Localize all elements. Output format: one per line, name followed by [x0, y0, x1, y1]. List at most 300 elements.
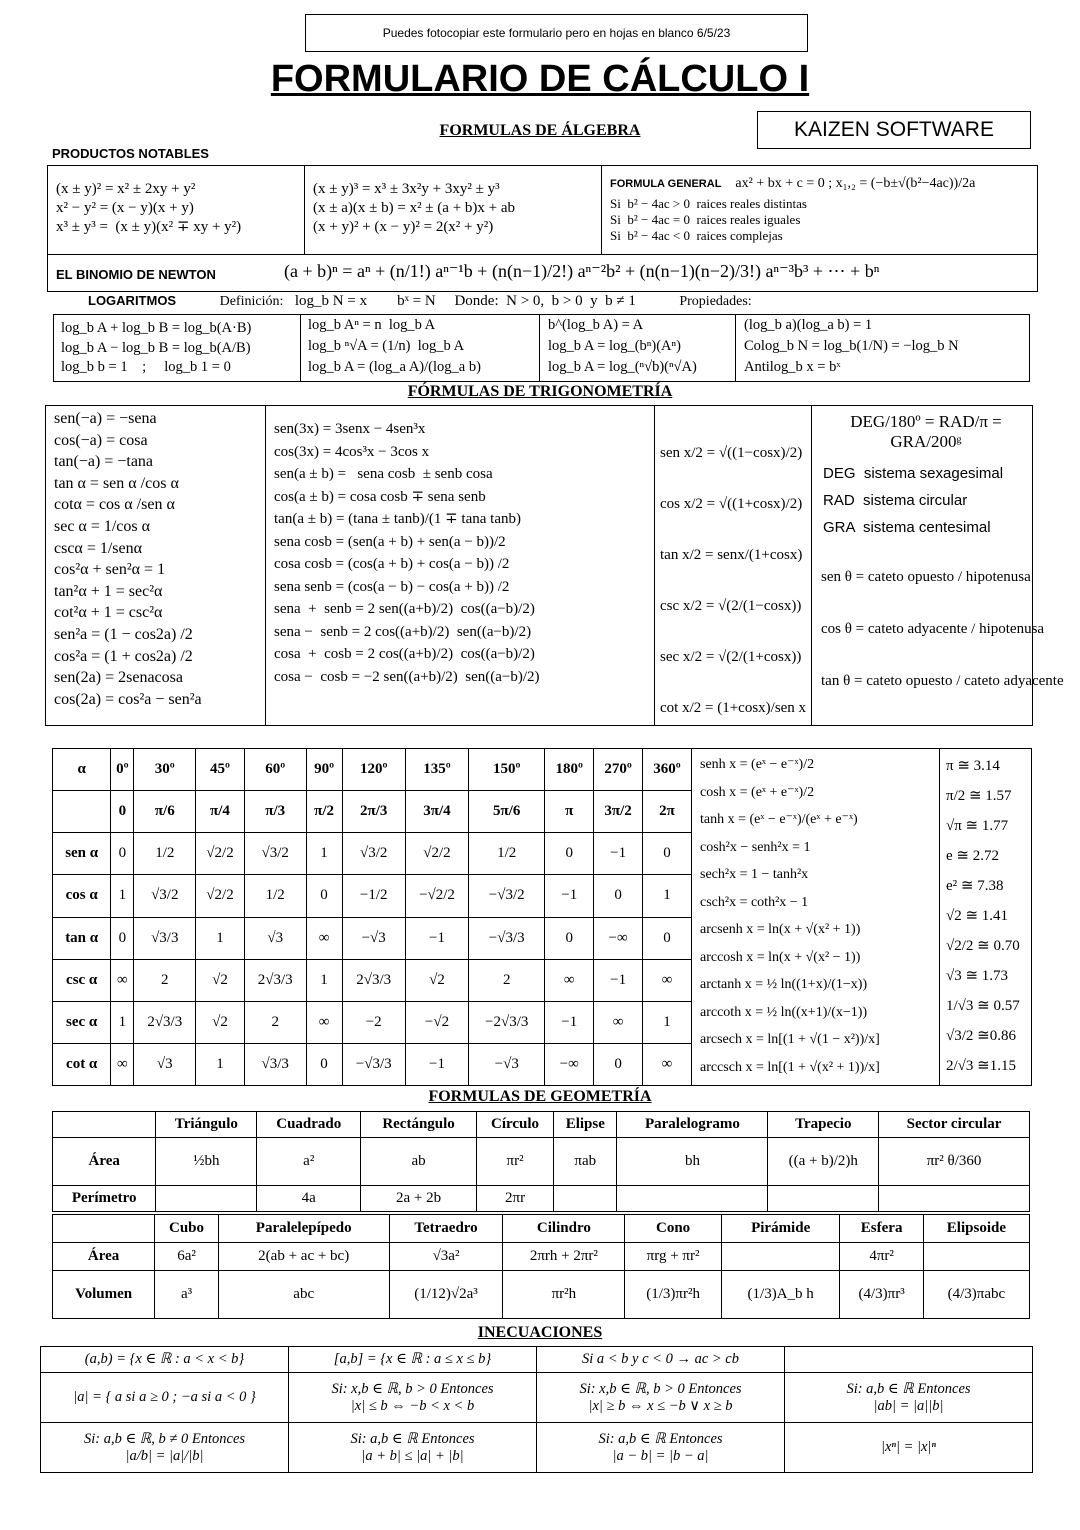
table-cell: 2πrh + 2πr²	[503, 1243, 625, 1271]
table-header-cell: 120º	[342, 749, 405, 791]
constant-value: √2 ≅ 1.41	[946, 908, 1009, 924]
constant-value: 2/√3 ≅1.15	[946, 1058, 1016, 1074]
formula-line: (x ± y)³ = x³ ± 3x²y + 3xy² ± y³	[313, 181, 500, 197]
table-cell: √2/2	[196, 875, 245, 917]
table-cell: −1	[545, 875, 594, 917]
table-row	[53, 917, 692, 959]
table-cell: (1/12)√2a³	[389, 1271, 503, 1319]
formula-line: (x ± y)² = x² ± 2xy + y²	[56, 181, 196, 197]
table-cell: −1	[405, 917, 468, 959]
geo-header-row	[53, 1215, 1030, 1243]
trig-values-table	[52, 748, 692, 1086]
trig-formula: cosa + cosb = 2 cos((a+b)/2) cos((a−b)/2)	[274, 646, 535, 662]
table-cell: ∞	[545, 959, 594, 1001]
table-header-cell: 270º	[594, 749, 643, 791]
table-cell: Si: x,b ∈ ℝ, b > 0 Entonces |x| ≤ b ⇔ −b < x < b	[289, 1373, 537, 1423]
table-cell: 4πr²	[840, 1243, 923, 1271]
table-cell: −1	[594, 833, 643, 875]
geometry-solid-table	[52, 1214, 1030, 1319]
table-cell: 1	[196, 917, 245, 959]
logs-col4	[744, 315, 959, 378]
table-row	[41, 1423, 1033, 1473]
trig-formula: cosa − cosb = −2 sen((a+b)/2) sen((a−b)/2)	[274, 668, 540, 685]
logs-col3	[548, 315, 697, 378]
trig-box	[45, 405, 1064, 726]
table-cell: πab	[554, 1138, 617, 1186]
table-cell: √3a²	[389, 1243, 503, 1271]
table-cell: |a| = { a si a ≥ 0 ; −a si a < 0 }	[41, 1373, 289, 1423]
table-cell: 0	[594, 1043, 643, 1085]
table-cell: Cuadrado	[257, 1112, 361, 1138]
log-property: log_b A = (log_a A)/(log_a b)	[308, 359, 481, 375]
table-cell: 1	[306, 959, 342, 1001]
table-cell: Tetraedro	[389, 1215, 503, 1243]
table-cell: Elipse	[554, 1112, 617, 1138]
table-cell: csc α	[53, 959, 111, 1001]
log-property: log_b ⁿ√A = (1/n) log_b A	[308, 338, 465, 354]
table-cell: a²	[257, 1138, 361, 1186]
table-cell: (4/3)πr³	[840, 1271, 923, 1319]
table-cell: (a,b) = {x ∈ ℝ : a < x < b}	[41, 1347, 289, 1373]
hyperbolic-formula: csch²x = coth²x − 1	[700, 894, 809, 910]
table-cell: −√2	[405, 1001, 468, 1043]
constant-value: √π ≅ 1.77	[946, 818, 1009, 834]
table-cell: Área	[53, 1138, 156, 1186]
logs-definition-row	[52, 293, 1042, 313]
trig-identity: tan α = sen α /cos α	[54, 474, 179, 492]
constants-box	[940, 748, 1032, 1086]
table-cell: −1/2	[342, 875, 405, 917]
table-cell: Paralelogramo	[617, 1112, 768, 1138]
trig-formula: cos(a ± b) = cosa cosb ∓ sena senb	[274, 488, 486, 505]
table-cell: √2/2	[405, 833, 468, 875]
table-cell: 2πr	[476, 1186, 553, 1212]
table-cell	[554, 1186, 617, 1212]
table-cell: √3/2	[244, 833, 306, 875]
log-property: log_b A + log_b B = log_b(A·B)	[61, 320, 252, 336]
table-cell: 0	[306, 1043, 342, 1085]
trig-sum-formulas-col	[274, 418, 540, 688]
logs-definition: log_b N = x bˣ = N Donde: N > 0, b > 0 y b ≠ 1	[294, 293, 636, 309]
table-cell	[156, 1186, 257, 1212]
table-cell: −√2/2	[405, 875, 468, 917]
trig-identity: cos(2a) = cos²a − sen²a	[54, 690, 202, 708]
geo-header-row	[53, 1112, 1030, 1138]
products-label: PRODUCTOS NOTABLES	[52, 146, 209, 161]
products-box	[47, 165, 1038, 255]
table-cell: πr²	[476, 1138, 553, 1186]
table-header-cell: π	[545, 791, 594, 833]
table-cell: 0	[545, 917, 594, 959]
table-cell: −∞	[594, 917, 643, 959]
table-cell: 1	[306, 833, 342, 875]
hyperbolic-box	[692, 748, 940, 1086]
table-cell: cot α	[53, 1043, 111, 1085]
general-formula-label: FORMULA GENERAL	[610, 178, 722, 190]
table-cell: Volumen	[53, 1271, 155, 1319]
constant-value: 1/√3 ≅ 0.57	[946, 998, 1020, 1014]
trig-identity: cos²a = (1 + cos2a) /2	[54, 647, 193, 665]
table-header-cell: 60º	[244, 749, 306, 791]
table-cell: −2	[342, 1001, 405, 1043]
table-cell: 6a²	[155, 1243, 219, 1271]
table-cell: ∞	[306, 917, 342, 959]
table-cell: Elipsoide	[923, 1215, 1029, 1243]
table-header-cell: 0	[111, 791, 134, 833]
table-cell: abc	[218, 1271, 389, 1319]
table-cell: 0	[643, 833, 692, 875]
table-cell	[879, 1186, 1030, 1212]
trig-formula: sen(3x) = 3senx − 4sen³x	[274, 421, 426, 437]
table-cell: 0	[594, 875, 643, 917]
constants-list	[946, 751, 1020, 1081]
table-header-cell: 2π	[643, 791, 692, 833]
table-cell: ∞	[111, 1043, 134, 1085]
table-cell: 0	[545, 833, 594, 875]
inequalities-table	[40, 1346, 1033, 1473]
newton-label: EL BINOMIO DE NEWTON	[56, 267, 216, 282]
trig-table-header	[53, 749, 692, 791]
table-header-cell	[53, 791, 111, 833]
table-header-cell: π/4	[196, 791, 245, 833]
table-cell: 2√3/3	[134, 1001, 196, 1043]
constant-value: π ≅ 3.14	[946, 758, 1000, 774]
table-cell	[53, 1112, 156, 1138]
table-cell: 1/2	[469, 833, 545, 875]
table-header-cell: 90º	[306, 749, 342, 791]
trig-ratio: cos θ = cateto adyacente / hipotenusa	[821, 621, 1045, 637]
trig-identity: cotα = cos α /sen α	[54, 496, 175, 514]
geo-perimeter-row	[53, 1186, 1030, 1212]
table-cell: 1/2	[134, 833, 196, 875]
log-property: Antilog_b x = bˣ	[744, 359, 841, 375]
table-row	[53, 833, 692, 875]
table-cell: 2	[244, 1001, 306, 1043]
table-cell: −√3/2	[469, 875, 545, 917]
trig-ratios-list	[821, 551, 1064, 707]
constant-value: √2/2 ≅ 0.70	[946, 938, 1020, 954]
trig-identity: sec α = 1/cos α	[54, 517, 150, 535]
discriminant-case: Si b² − 4ac < 0 raices complejas	[610, 228, 783, 243]
half-angle-formula: sec x/2 = √(2/(1+cosx))	[660, 649, 802, 665]
angle-units-formula: DEG/180º = RAD/π = GRA/200ᵍ	[850, 412, 1002, 451]
table-cell: Cubo	[155, 1215, 219, 1243]
table-cell: −1	[594, 959, 643, 1001]
photocopy-notice: Puedes fotocopiar este formulario pero en hojas en blanco 6/5/23	[305, 14, 808, 52]
trig-identity: tan(−a) = −tana	[54, 453, 154, 471]
page-title: FORMULARIO DE CÁLCULO I	[270, 58, 810, 100]
trig-formula: cosa cosb = (cos(a + b) + cos(a − b)) /2	[274, 556, 510, 572]
formula-line: x² − y² = (x − y)(x + y)	[56, 199, 194, 216]
products-col2	[313, 180, 515, 236]
hyperbolic-formula: tanh x = (eˣ − e⁻ˣ)/(eˣ + e⁻ˣ)	[700, 812, 858, 827]
brand-box: KAIZEN SOFTWARE	[757, 111, 1031, 149]
algebra-section-title: FORMULAS DE ÁLGEBRA	[439, 122, 641, 139]
table-cell: Cono	[625, 1215, 722, 1243]
trig-formula: sen(a ± b) = sena cosb ± senb cosa	[274, 466, 493, 482]
log-property: log_b A − log_b B = log_b(A/B)	[61, 339, 251, 356]
table-cell: ∞	[306, 1001, 342, 1043]
table-cell: ∞	[594, 1001, 643, 1043]
trig-identity: cscα = 1/senα	[54, 539, 142, 557]
hyperbolic-formula: sech²x = 1 − tanh²x	[700, 867, 809, 882]
table-cell: √3/2	[134, 875, 196, 917]
log-property: Colog_b N = log_b(1/N) = −log_b N	[744, 338, 959, 354]
table-cell: −√3/3	[469, 917, 545, 959]
constant-value: e ≅ 2.72	[946, 848, 999, 864]
geo-area-row	[53, 1138, 1030, 1186]
trig-formula: sena − senb = 2 cos((a+b)/2) sen((a−b)/2)	[274, 623, 532, 640]
log-property: log_b A = log_(bⁿ)(Aⁿ)	[548, 338, 681, 354]
table-cell: ½bh	[156, 1138, 257, 1186]
table-row	[41, 1347, 1033, 1373]
table-cell: Perímetro	[53, 1186, 156, 1212]
trig-half-angle-col	[660, 428, 806, 734]
half-angle-formula: csc x/2 = √(2/(1−cosx))	[660, 598, 802, 614]
hyperbolic-formula: cosh x = (eˣ + e⁻ˣ)/2	[700, 784, 815, 800]
constant-value: π/2 ≅ 1.57	[946, 788, 1012, 804]
half-angle-formula: tan x/2 = senx/(1+cosx)	[660, 547, 803, 563]
logs-col1	[61, 319, 251, 378]
table-cell: √3/3	[244, 1043, 306, 1085]
half-angle-formula: sen x/2 = √((1−cosx)/2)	[660, 445, 803, 461]
trig-identity: sen(−a) = −sena	[54, 410, 157, 427]
table-cell: Sector circular	[879, 1112, 1030, 1138]
trig-formula: sena cosb = (sen(a + b) + sen(a − b))/2	[274, 533, 506, 550]
table-cell: √2	[196, 1001, 245, 1043]
table-header-cell: 0º	[111, 749, 134, 791]
angle-units-list	[823, 460, 1031, 541]
formula-line: (x + y)² + (x − y)² = 2(x² + y²)	[313, 218, 494, 235]
table-cell: 2√3/3	[342, 959, 405, 1001]
trig-ratio: tan θ = cateto opuesto / cateto adyacente	[821, 673, 1064, 689]
table-cell: [a,b] = {x ∈ ℝ : a ≤ x ≤ b}	[289, 1347, 537, 1373]
trig-ratio: sen θ = cateto opuesto / hipotenusa	[821, 569, 1031, 585]
trig-identities-col	[54, 408, 202, 710]
trig-formula: sena + senb = 2 sen((a+b)/2) cos((a−b)/2)	[274, 601, 535, 617]
table-cell: Área	[53, 1243, 155, 1271]
trig-identity: cot²α + 1 = csc²α	[54, 604, 163, 622]
table-cell: Si: a,b ∈ ℝ Entonces |ab| = |a||b|	[785, 1373, 1033, 1423]
general-formula: ax² + bx + c = 0 ; x₁,₂ = (−b±√(b²−4ac))/2a	[735, 176, 976, 191]
table-header-cell: α	[53, 749, 111, 791]
table-cell: 1/2	[244, 875, 306, 917]
logs-col2	[308, 315, 481, 378]
trig-identity: tan²α + 1 = sec²α	[54, 582, 163, 600]
table-cell: tan α	[53, 917, 111, 959]
geometry-section-title: FORMULAS DE GEOMETRÍA	[428, 1088, 652, 1105]
logs-definition-label: Definición:	[219, 294, 284, 309]
table-cell: 1	[111, 1001, 134, 1043]
hyperbolic-formula: arccoth x = ½ ln((x+1)/(x−1))	[700, 1004, 868, 1020]
table-cell: 0	[643, 917, 692, 959]
table-cell: 2√3/3	[244, 959, 306, 1001]
table-header-cell: π/3	[244, 791, 306, 833]
table-cell: Rectángulo	[361, 1112, 477, 1138]
table-row	[53, 1001, 692, 1043]
table-cell: 0	[111, 833, 134, 875]
logs-box	[53, 314, 1030, 382]
angle-unit: GRA sistema centesimal	[823, 519, 991, 536]
table-cell: ∞	[643, 1043, 692, 1085]
table-header-cell: 45º	[196, 749, 245, 791]
table-header-cell: 3π/4	[405, 791, 468, 833]
table-cell: πrg + πr²	[625, 1243, 722, 1271]
table-cell: cos α	[53, 875, 111, 917]
hyperbolic-formula: cosh²x − senh²x = 1	[700, 839, 811, 855]
table-cell: √2	[196, 959, 245, 1001]
table-cell: ∞	[643, 959, 692, 1001]
table-cell: Círculo	[476, 1112, 553, 1138]
table-cell: −√3	[342, 917, 405, 959]
formula-line: (x ± a)(x ± b) = x² ± (a + b)x + ab	[313, 199, 516, 216]
newton-formula: (a + b)ⁿ = aⁿ + (n/1!) aⁿ⁻¹b + (n(n−1)/2!) aⁿ⁻²b² + (n(n−1)(n−2)/3!) aⁿ⁻³b³ + ⋯ + bⁿ	[284, 261, 880, 281]
table-cell	[53, 1215, 155, 1243]
log-property: (log_b a)(log_a b) = 1	[744, 317, 873, 333]
table-cell: (1/3)A_b h	[721, 1271, 840, 1319]
table-cell	[785, 1347, 1033, 1373]
table-cell	[721, 1243, 840, 1271]
table-cell: 2(ab + ac + bc)	[218, 1243, 389, 1271]
table-cell: πr² θ/360	[879, 1138, 1030, 1186]
hyperbolic-formula: arctanh x = ½ ln((1+x)/(1−x))	[700, 977, 868, 992]
geometry-plane-wrap	[52, 1111, 1030, 1212]
table-cell: sec α	[53, 1001, 111, 1043]
inequalities-wrap	[40, 1346, 1033, 1473]
table-header-cell: 5π/6	[469, 791, 545, 833]
table-cell: πr²h	[503, 1271, 625, 1319]
trig-identity: cos²α + sen²α = 1	[54, 561, 166, 579]
discriminant-case: Si b² − 4ac > 0 raices reales distintas	[610, 196, 807, 211]
table-header-cell: 180º	[545, 749, 594, 791]
general-formula-block	[610, 174, 1030, 244]
table-cell: −√3	[469, 1043, 545, 1085]
logs-label: LOGARITMOS	[88, 293, 177, 308]
table-cell: Cilindro	[503, 1215, 625, 1243]
log-property: log_b b = 1 ; log_b 1 = 0	[61, 359, 231, 375]
angle-unit: DEG sistema sexagesimal	[823, 465, 1004, 482]
table-header-cell: 360º	[643, 749, 692, 791]
table-header-cell: 135º	[405, 749, 468, 791]
table-cell: Triángulo	[156, 1112, 257, 1138]
table-cell: −2√3/3	[469, 1001, 545, 1043]
table-cell: Si: a,b ∈ ℝ, b ≠ 0 Entonces |a/b| = |a|/|b|	[41, 1423, 289, 1473]
table-cell: 1	[111, 875, 134, 917]
table-cell: −1	[545, 1001, 594, 1043]
angle-unit: RAD sistema circular	[823, 492, 968, 509]
hyperbolic-formula: senh x = (eˣ − e⁻ˣ)/2	[700, 757, 815, 772]
log-property: log_b Aⁿ = n log_b A	[308, 317, 436, 333]
geo-volume-row	[53, 1271, 1030, 1319]
constant-value: √3 ≅ 1.73	[946, 968, 1009, 984]
table-cell: √3	[134, 1043, 196, 1085]
table-row	[53, 1043, 692, 1085]
table-cell: Paralelepípedo	[218, 1215, 389, 1243]
discriminant-case: Si b² − 4ac = 0 raices reales iguales	[610, 212, 801, 227]
log-property: b^(log_b A) = A	[548, 317, 644, 333]
table-cell: Trapecio	[768, 1112, 879, 1138]
table-row	[53, 959, 692, 1001]
hyperbolic-formula: arcsech x = ln[(1 + √(1 − x²))/x]	[700, 1032, 880, 1047]
trig-units-block	[821, 412, 1064, 707]
constant-value: √3/2 ≅0.86	[946, 1028, 1016, 1044]
table-cell: Si: x,b ∈ ℝ, b > 0 Entonces |x| ≥ b ⇔ x ≤ −b ∨ x ≥ b	[537, 1373, 785, 1423]
table-cell: Si: a,b ∈ ℝ Entonces |a + b| ≤ |a| + |b|	[289, 1423, 537, 1473]
table-cell: 2	[134, 959, 196, 1001]
table-cell: Esfera	[840, 1215, 923, 1243]
table-cell: (1/3)πr²h	[625, 1271, 722, 1319]
geometry-plane-table	[52, 1111, 1030, 1212]
table-cell	[768, 1186, 879, 1212]
trig-identity: sen²a = (1 − cos2a) /2	[54, 625, 193, 643]
table-cell: 2	[469, 959, 545, 1001]
trig-formula: cos(3x) = 4cos³x − 3cos x	[274, 443, 430, 460]
table-cell: ab	[361, 1138, 477, 1186]
table-cell: 1	[643, 875, 692, 917]
newton-box	[47, 254, 1038, 292]
table-row	[41, 1373, 1033, 1423]
table-header-cell: 150º	[469, 749, 545, 791]
log-property: log_b A = log_(ⁿ√b)(ⁿ√A)	[548, 359, 697, 375]
table-cell: √2/2	[196, 833, 245, 875]
geometry-solid-wrap	[52, 1214, 1030, 1319]
table-cell: Si: a,b ∈ ℝ Entonces |a − b| = |b − a|	[537, 1423, 785, 1473]
table-cell: a³	[155, 1271, 219, 1319]
table-header-cell: 30º	[134, 749, 196, 791]
table-cell	[617, 1186, 768, 1212]
table-cell: |xⁿ| = |x|ⁿ	[785, 1423, 1033, 1473]
trig-values-table-wrap	[52, 748, 692, 1086]
trig-section-title: FÓRMULAS DE TRIGONOMETRÍA	[407, 383, 673, 400]
table-cell: sen α	[53, 833, 111, 875]
table-cell: (4/3)πabc	[923, 1271, 1029, 1319]
table-cell: √2	[405, 959, 468, 1001]
table-cell: ∞	[111, 959, 134, 1001]
table-cell: −1	[405, 1043, 468, 1085]
table-cell: 1	[643, 1001, 692, 1043]
table-header-cell: π/2	[306, 791, 342, 833]
trig-formula: tan(a ± b) = (tana ± tanb)/(1 ∓ tana tanb)	[274, 511, 521, 527]
hyperbolic-list	[700, 751, 880, 1081]
table-header-cell: 3π/2	[594, 791, 643, 833]
trig-table-radians	[53, 791, 692, 833]
trig-identity: sen(2a) = 2senacosa	[54, 669, 183, 687]
trig-formula: sena senb = (cos(a − b) − cos(a + b)) /2	[274, 578, 510, 595]
table-row	[53, 875, 692, 917]
hyperbolic-formula: arccosh x = ln(x + √(x² − 1))	[700, 949, 861, 965]
constant-value: e² ≅ 7.38	[946, 878, 1004, 894]
table-cell: √3	[244, 917, 306, 959]
logs-properties-label: Propiedades:	[679, 294, 752, 309]
products-col1	[56, 180, 241, 236]
inequalities-section-title: INECUACIONES	[477, 1324, 603, 1341]
table-cell: Si a < b y c < 0 → ac > cb	[537, 1347, 785, 1373]
general-formula-cases	[610, 196, 1030, 244]
table-cell: bh	[617, 1138, 768, 1186]
trig-identity: cos(−a) = cosa	[54, 431, 148, 449]
table-cell: √3/3	[134, 917, 196, 959]
hyperbolic-formula: arccsch x = ln[(1 + √(x² + 1))/x]	[700, 1059, 880, 1075]
table-cell: 0	[111, 917, 134, 959]
half-angle-formula: cot x/2 = (1+cosx)/sen x	[660, 700, 807, 716]
formula-line: x³ ± y³ = (x ± y)(x² ∓ xy + y²)	[56, 218, 242, 235]
hyperbolic-formula: arcsenh x = ln(x + √(x² + 1))	[700, 922, 861, 937]
table-header-cell: π/6	[134, 791, 196, 833]
table-cell	[923, 1243, 1029, 1271]
table-cell: √3/2	[342, 833, 405, 875]
table-cell: 2a + 2b	[361, 1186, 477, 1212]
table-cell: −∞	[545, 1043, 594, 1085]
